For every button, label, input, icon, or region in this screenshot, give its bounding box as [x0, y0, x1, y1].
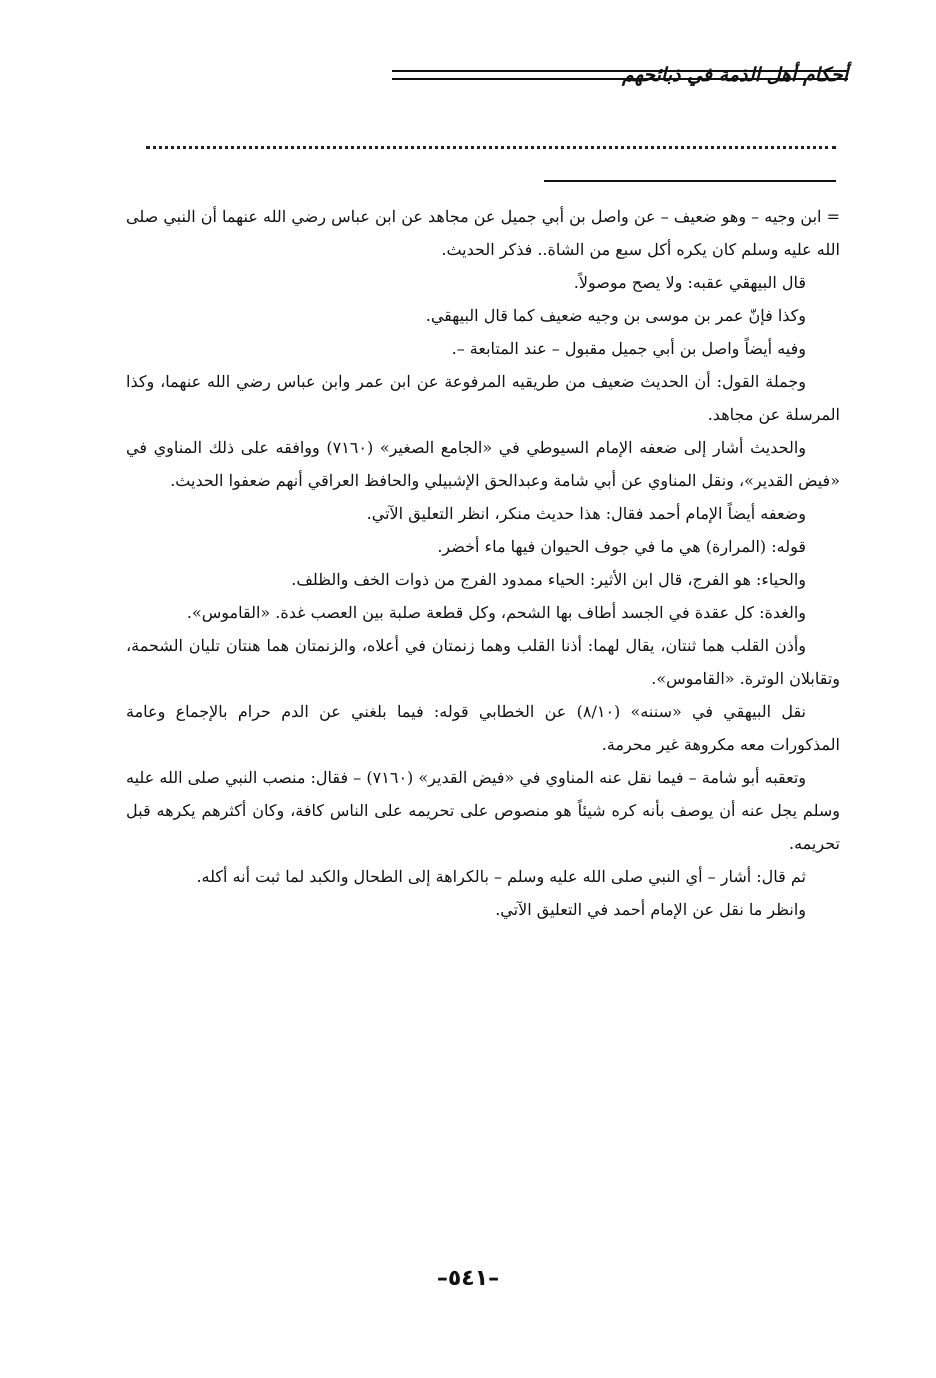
paragraph: وانظر ما نقل عن الإمام أحمد في التعليق الآتي.	[495, 900, 806, 919]
paragraph: والحياء: هو الفرج، قال ابن الأثير: الحياء ممدود الفرج من ذوات الخف والظلف.	[291, 570, 806, 589]
footnote-separator-rule	[544, 180, 836, 182]
page-number: –٥٤١–	[436, 1266, 500, 1291]
paragraph: قوله: (المرارة) هي ما في جوف الحيوان فيها ماء أخضر.	[437, 537, 806, 556]
book-title: أحكام أهل الذمة في ذبائحهم	[621, 64, 848, 86]
paragraph: قال البيهقي عقبه: ولا يصح موصولاً.	[573, 273, 806, 292]
dotted-separator	[146, 146, 836, 149]
paragraph: نقل البيهقي في «سننه» (٨/١٠) عن الخطابي قوله: فيما بلغني عن الدم حرام بالإجماع وعامة المذكورات معه مكروهة غير محرمة.	[126, 702, 840, 754]
paragraph: وتعقبه أبو شامة – فيما نقل عنه المناوي في «فيض القدير» (٧١٦٠) – فقال: منصب النبي صلى الله عليه وسلم يجل عنه أن يوصف بأنه كره شيئاً هو منصوص على تحريمه على الناس كافة، وكان أكثرهم يكرهه قبل تحريمه.	[126, 768, 840, 853]
paragraph: = ابن وجيه – وهو ضعيف – عن واصل بن أبي جميل عن مجاهد عن ابن عباس رضي الله عنهما أن النبي صلى الله عليه وسلم كان يكره أكل سبع من الشاة.. فذكر الحديث.	[126, 207, 840, 259]
paragraph: ثم قال: أشار – أي النبي صلى الله عليه وسلم – بالكراهة إلى الطحال والكبد لما ثبت أنه أكله.	[196, 867, 806, 886]
paragraph: وأذن القلب هما ثنتان، يقال لهما: أذنا القلب وهما زنمتان في أعلاه، والزنمتان هما هنتان تليان الشحمة، وتقابلان الوترة. «القاموس».	[126, 636, 840, 688]
footnote-body	[126, 200, 840, 926]
paragraph: والحديث أشار إلى ضعفه الإمام السيوطي في «الجامع الصغير» (٧١٦٠) ووافقه على ذلك المناوي في «فيض القدير»، ونقل المناوي عن أبي شامة وعبدالحق الإشبيلي والحافظ العراقي أنهم ضعفوا الحديث.	[126, 438, 840, 490]
running-header	[130, 60, 848, 96]
paragraph: وجملة القول: أن الحديث ضعيف من طريقيه المرفوعة عن ابن عمر وابن عباس رضي الله عنهما، وكذا المرسلة عن مجاهد.	[126, 372, 840, 424]
paragraph: وفيه أيضاً واصل بن أبي جميل مقبول – عند المتابعة –.	[451, 339, 806, 358]
paragraph: وضعفه أيضاً الإمام أحمد فقال: هذا حديث منكر، انظر التعليق الآتي.	[366, 504, 806, 523]
paragraph: والغدة: كل عقدة في الجسد أطاف بها الشحم، وكل قطعة صلبة بين العصب غدة. «القاموس».	[186, 603, 806, 622]
paragraph: وكذا فإنّ عمر بن موسى بن وجيه ضعيف كما قال البيهقي.	[425, 306, 806, 325]
